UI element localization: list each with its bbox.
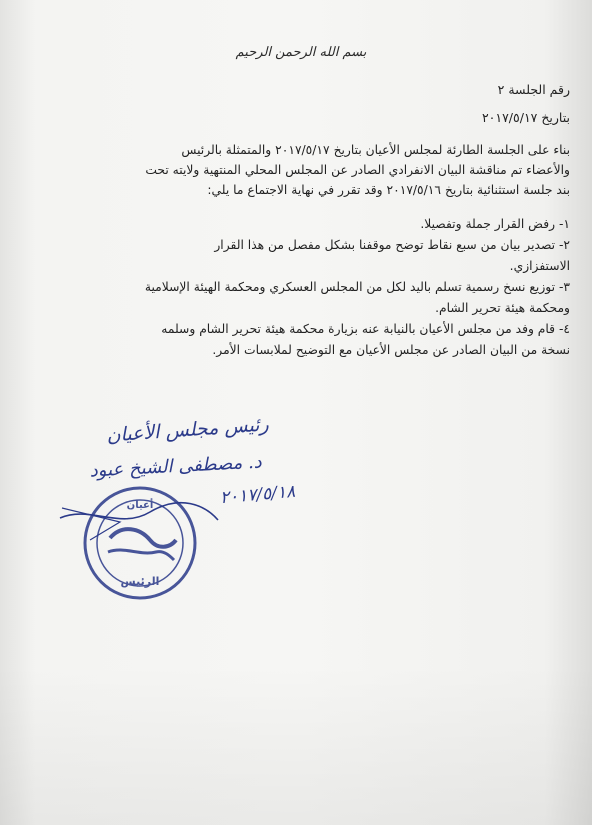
decision-item-3-cont: ومحكمة هيئة تحرير الشام. xyxy=(435,301,570,315)
decision-item-3: ٣- توزيع نسخ رسمية تسلم باليد لكل من المجلس العسكري ومحكمة الهيئة الإسلامية xyxy=(144,280,570,294)
signature-title: رئيس مجلس الأعيان xyxy=(105,413,270,447)
signature-name: د. مصطفى الشيخ عبود xyxy=(89,451,263,482)
stamp-bottom-text: الرئيس xyxy=(120,575,160,588)
session-number: رقم الجلسة ٢ xyxy=(497,82,570,97)
intro-line: بند جلسة استثنائية بتاريخ ٢٠١٧/٥/١٦ وقد تقرر في نهاية الاجتماع ما يلي: xyxy=(207,183,570,197)
decision-item-4: ٤- قام وفد من مجلس الأعيان بالنيابة عنه بزيارة محكمة هيئة تحرير الشام وسلمه xyxy=(161,322,570,336)
stamp-top-text: أعيان xyxy=(126,500,154,511)
decision-item-2-cont: الاستفزازي. xyxy=(509,259,570,273)
official-stamp xyxy=(85,488,195,598)
decision-item-1: ١- رفض القرار جملة وتفصيلا. xyxy=(420,217,570,231)
session-date: بتاريخ ٢٠١٧/٥/١٧ xyxy=(481,110,570,125)
intro-line: بناء على الجلسة الطارئة لمجلس الأعيان بتاريخ ٢٠١٧/٥/١٧ والمتمثلة بالرئيس xyxy=(181,143,570,157)
signature-date: ٢٠١٧/٥/١٨ xyxy=(219,481,296,509)
intro-line: والأعضاء تم مناقشة البيان الانفرادي الصادر عن المجلس المحلي المنتهية ولايته تحت xyxy=(145,163,570,177)
basmala-heading: بسم الله الرحمن الرحيم xyxy=(235,45,367,60)
decision-item-2: ٢- تصدير بيان من سبع نقاط توضح موقفنا بشكل مفصل من هذا القرار xyxy=(214,238,570,252)
decision-item-4-cont: نسخة من البيان الصادر عن مجلس الأعيان مع التوضيح لملابسات الأمر. xyxy=(212,343,570,357)
